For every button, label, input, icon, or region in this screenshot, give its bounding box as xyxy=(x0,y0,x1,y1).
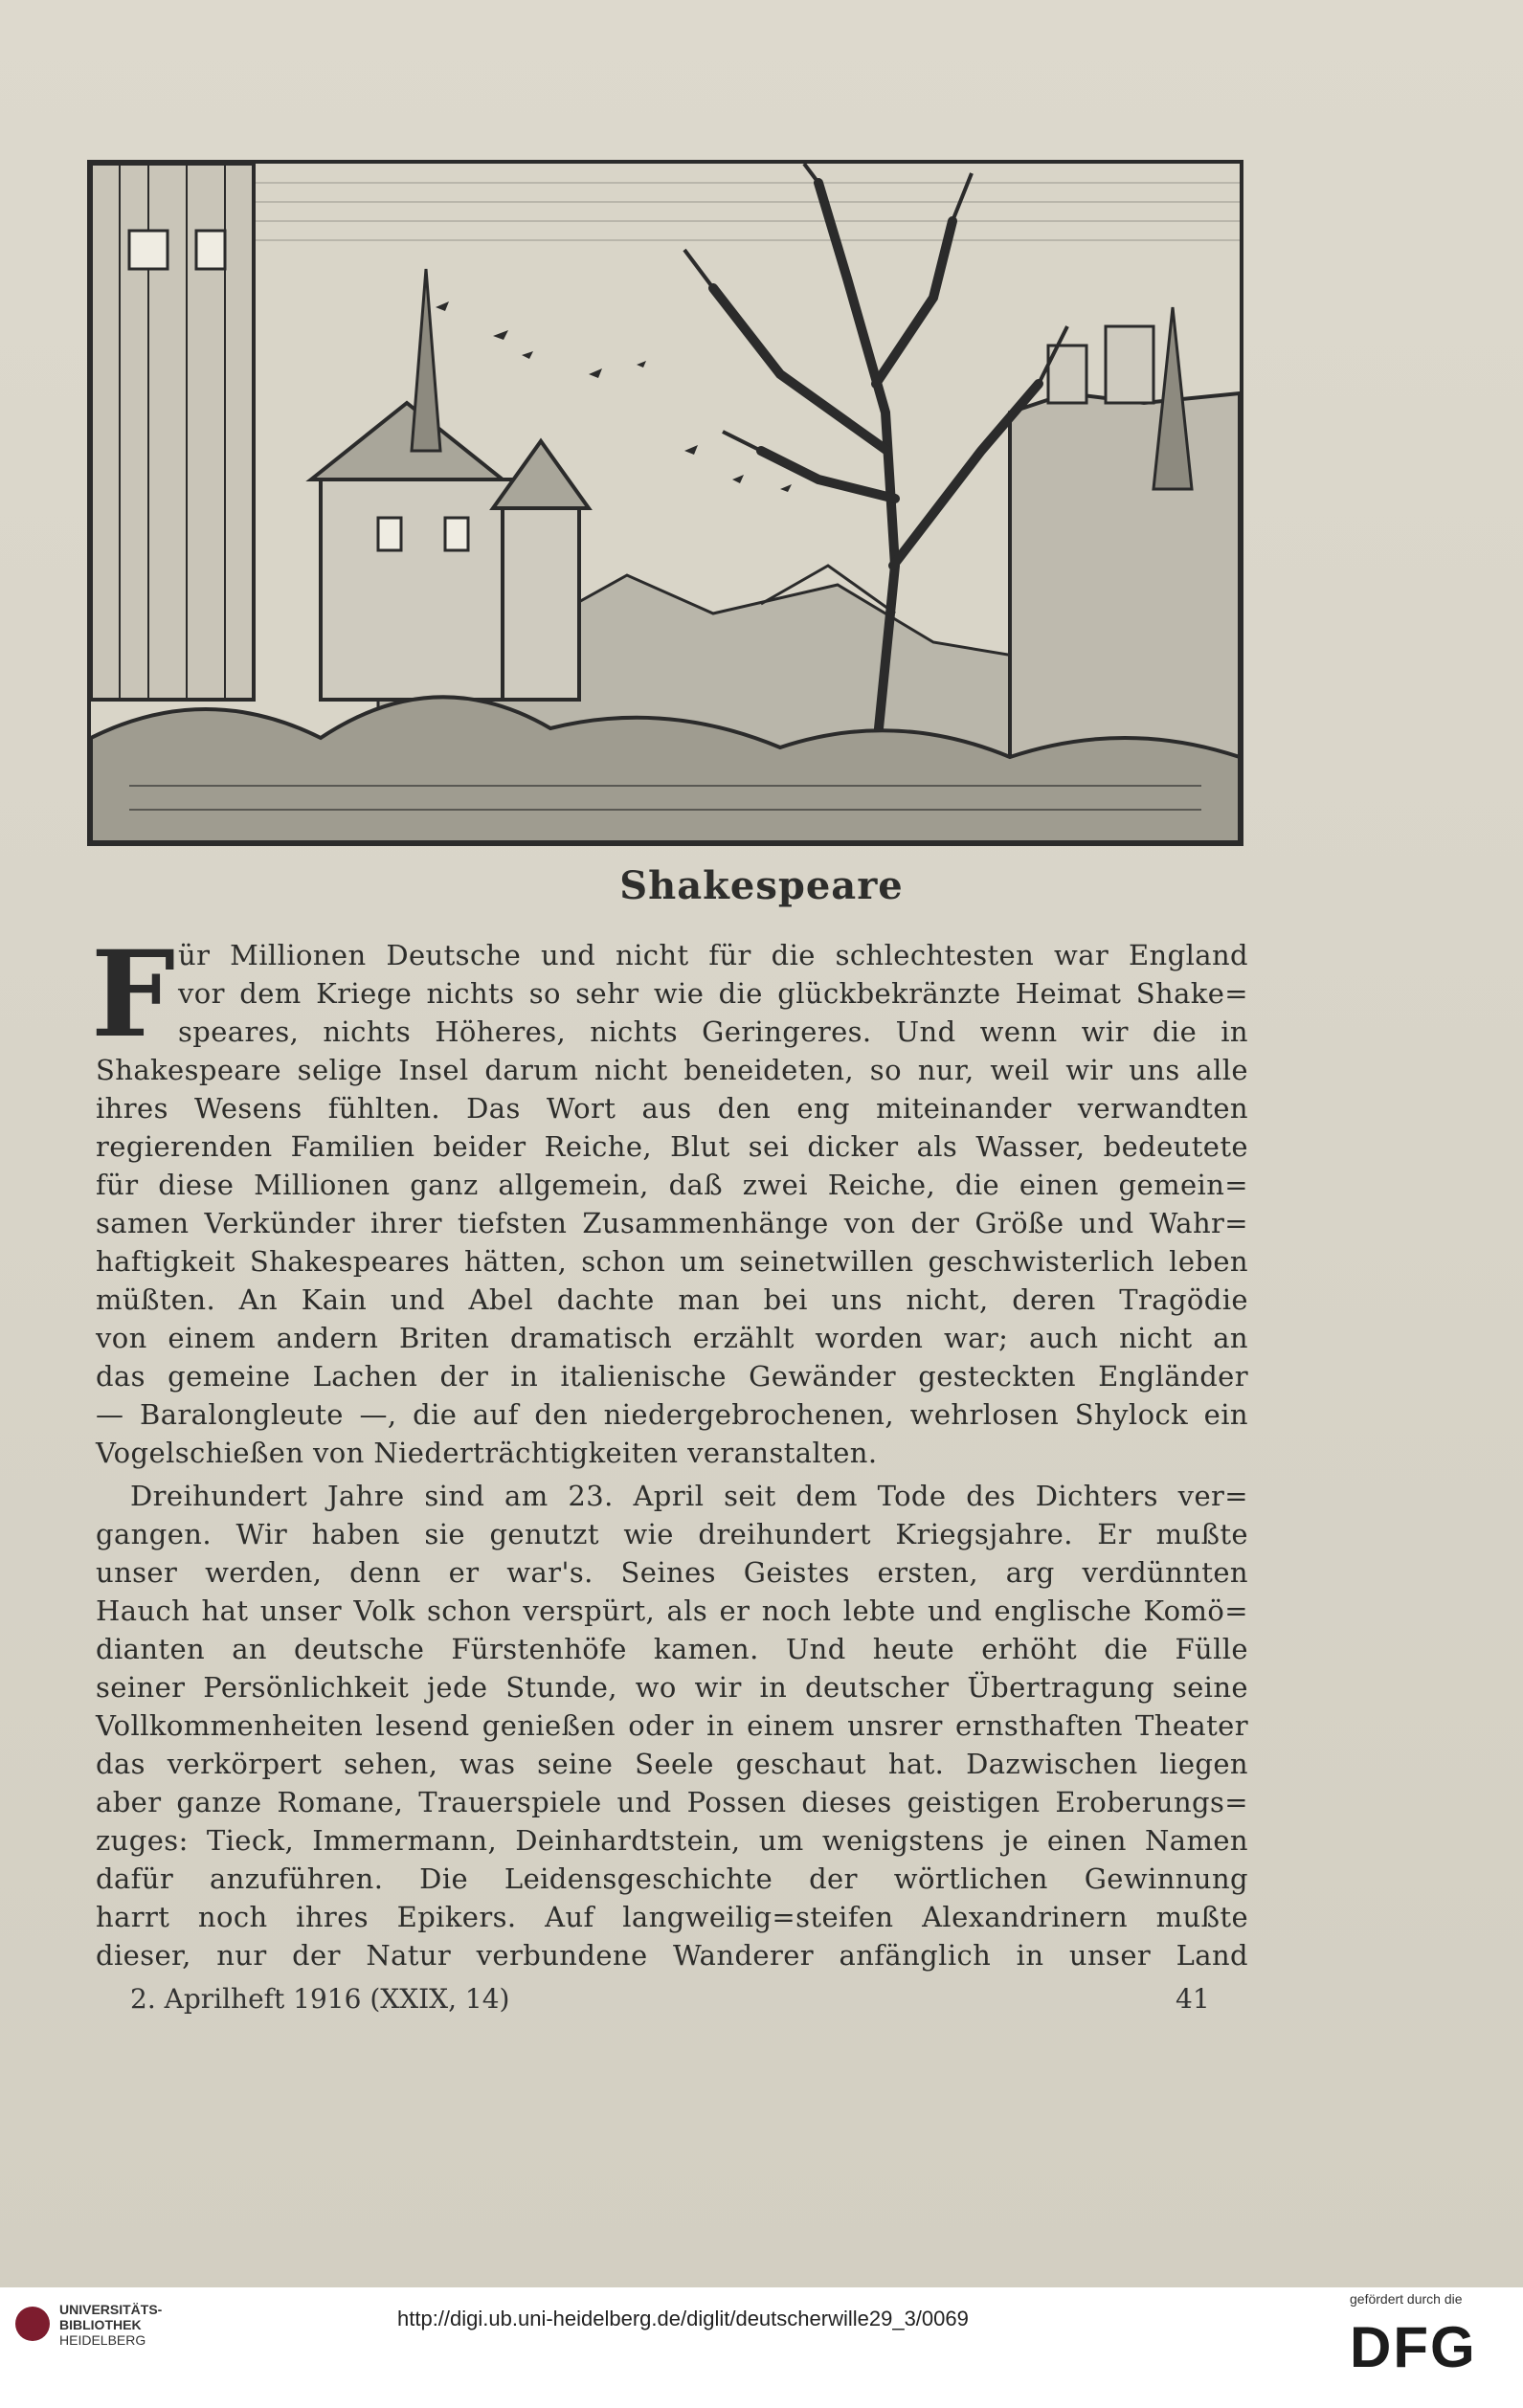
text-line: ür Millionen Deutsche und nicht für die schlechtesten war England xyxy=(178,939,1248,971)
text-line: vor dem Kriege nichts so sehr wie die glückbekränzte Heimat Shake= xyxy=(178,977,1248,1010)
text-line: dianten an deutsche Fürstenhöfe kamen. Und heute erhöht die Fülle xyxy=(96,1633,1248,1665)
text-line: gangen. Wir haben sie genutzt wie dreihundert Kriegsjahre. Er mußte xyxy=(96,1518,1248,1550)
library-line: BIBLIOTHEK xyxy=(59,2317,142,2332)
text-line: — Baralongleute —, die auf den niedergebrochenen, wehrlosen Shylock ein xyxy=(96,1398,1248,1431)
text-line: zuges: Tieck, Immermann, Deinhardtstein, um wenigstens je einen Namen xyxy=(96,1824,1248,1857)
text-line: speares, nichts Höheres, nichts Geringeres. Und wenn wir die in xyxy=(178,1015,1248,1048)
text-line: aber ganze Romane, Trauerspiele und Possen dieses geistigen Eroberungs= xyxy=(96,1786,1248,1818)
text-line: Vollkommenheiten lesend genießen oder in einem unsrer ernsthaften Theater xyxy=(96,1709,1248,1742)
text-line: für diese Millionen ganz allgemein, daß zwei Reiche, die einen gemein= xyxy=(96,1169,1248,1201)
text-line: Shakespeare selige Insel darum nicht beneideten, so nur, weil wir uns alle xyxy=(96,1054,1248,1086)
article-title: Shakespeare xyxy=(619,863,904,908)
library-name[interactable] xyxy=(59,2302,162,2348)
issue-footer: 2. Aprilheft 1916 (XXIX, 14) xyxy=(130,1983,510,2015)
drop-cap: F xyxy=(91,925,176,1064)
library-line: UNIVERSITÄTS- xyxy=(59,2302,163,2317)
text-line: haftigkeit Shakespeares hätten, schon um seinetwillen geschwisterlich leben xyxy=(96,1245,1248,1278)
text-line: Dreihundert Jahre sind am 23. April seit dem Tode des Dichters ver= xyxy=(130,1480,1248,1512)
sponsor-note: gefördert durch die xyxy=(1350,2291,1463,2307)
text-line: das gemeine Lachen der in italienische Gewänder gesteckten Engländer xyxy=(96,1360,1248,1393)
text-line: unser werden, denn er war's. Seines Geistes ersten, arg verdünnten xyxy=(96,1556,1248,1589)
permalink-url[interactable]: http://digi.ub.uni-heidelberg.de/diglit/deutscherwille29_3/0069 xyxy=(397,2307,969,2330)
text-line: das verkörpert sehen, was seine Seele geschaut hat. Dazwischen liegen xyxy=(96,1748,1248,1780)
viewer-bar xyxy=(0,2287,1523,2408)
dfg-logo[interactable]: DFG xyxy=(1350,2315,1477,2379)
woodcut-illustration xyxy=(87,160,1243,846)
text-line: Hauch hat unser Volk schon verspürt, als er noch lebte und englische Komö= xyxy=(96,1594,1248,1627)
page-number: 41 xyxy=(1176,1983,1210,2015)
library-logo-icon[interactable] xyxy=(15,2307,50,2341)
text-line: samen Verkünder ihrer tiefsten Zusammenhänge von der Größe und Wahr= xyxy=(96,1207,1248,1239)
text-line: von einem andern Briten dramatisch erzählt worden war; auch nicht an xyxy=(96,1322,1248,1354)
text-line: ihres Wesens fühlten. Das Wort aus den eng miteinander verwandten xyxy=(96,1092,1248,1125)
text-line: regierenden Familien beider Reiche, Blut sei dicker als Wasser, bedeutete xyxy=(96,1130,1248,1163)
text-line: Vogelschießen von Niederträchtigkeiten veranstalten. xyxy=(96,1437,878,1469)
text-line: harrt noch ihres Epikers. Auf langweilig=steifen Alexandrinern mußte xyxy=(96,1901,1248,1933)
castle-landscape-woodcut xyxy=(91,164,1240,842)
text-line: müßten. An Kain und Abel dachte man bei uns nicht, deren Tragödie xyxy=(96,1283,1248,1316)
text-line: seiner Persönlichkeit jede Stunde, wo wir in deutscher Übertragung seine xyxy=(96,1671,1248,1704)
text-line: dafür anzuführen. Die Leidensgeschichte der wörtlichen Gewinnung xyxy=(96,1862,1248,1895)
library-line: HEIDELBERG xyxy=(59,2332,146,2348)
text-line: dieser, nur der Natur verbundene Wanderer anfänglich in unser Land xyxy=(96,1939,1248,1972)
